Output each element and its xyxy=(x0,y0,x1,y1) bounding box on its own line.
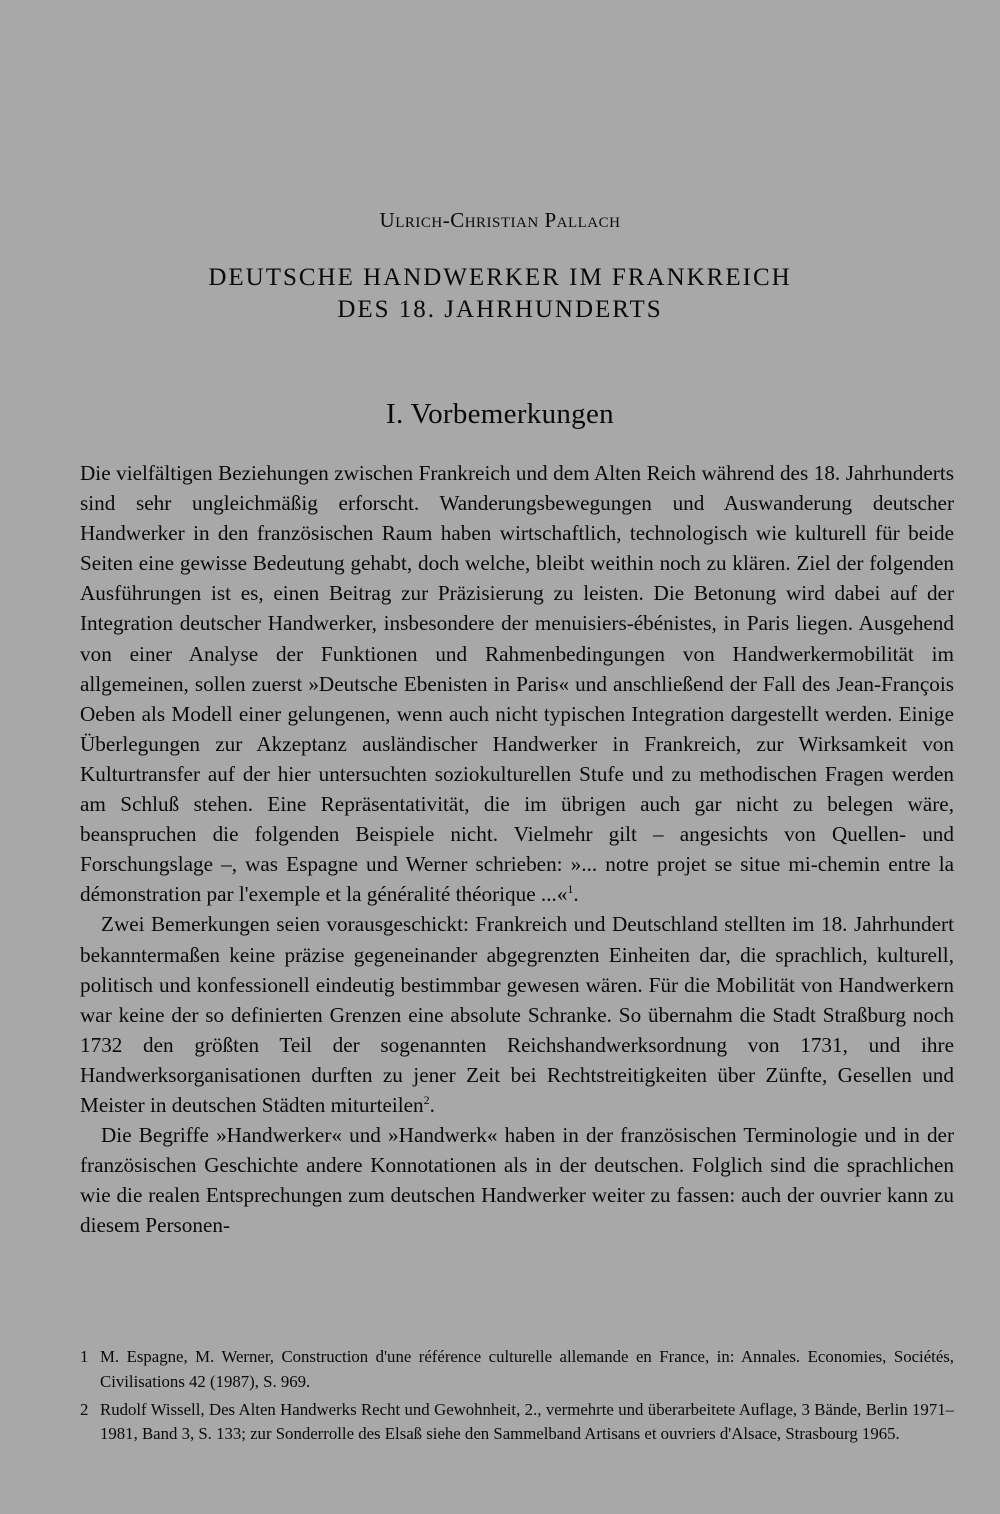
paragraph-1-end: . xyxy=(573,882,579,907)
paragraph-1-text: Die vielfältigen Beziehungen zwischen Frankreich und dem Alten Reich während des 18. Jahrhunderts sind sehr ungleichmäßig erforscht. Wanderungsbewegungen und Auswanderung deutscher Handwerker in den französischen Raum haben wirtschaftlich, technologisch wie kulturell für beide Seiten eine gewisse Bedeutung gehabt, doch welche, bleibt weithin noch zu klären. Ziel der folgenden Ausführungen ist es, einen Beitrag zur Präzisierung zu leisten. Die Betonung wird dabei auf der Integration deutscher Handwerker, insbesondere der menuisiers-ébénistes, in Paris liegen. Ausgehend von einer Analyse der Funktionen und Rahmenbedingungen von Handwerkermobilität im allgemeinen, sollen zuerst »Deutsche Ebenisten in Paris« und anschließend der Fall des Jean-François Oeben als Modell einer gelungenen, wenn auch nicht typischen Integration dargestellt werden. Einige Überlegungen zur Akzeptanz ausländischer Handwerker in Frankreich, zur Wirksamkeit von Kulturtransfer auf der hier untersuchten soziokulturellen Stufe und zu methodischen Fragen werden am Schluß stehen. Eine Repräsentativität, die im übrigen auch gar nicht zu belegen wäre, beanspruchen die folgenden Beispiele nicht. Vielmehr gilt – angesichts von Quellen- und Forschungslage –, was Espagne und Werner schrieben: »... notre projet se situe mi-chemin entre la démonstration par l'exemple et la généralité théorique ...« xyxy=(80,461,954,907)
footnotes xyxy=(80,1345,954,1450)
paragraph-2-end: . xyxy=(429,1092,435,1117)
article-title-line-1: DEUTSCHE HANDWERKER IM FRANKREICH xyxy=(208,264,792,291)
footnote-1 xyxy=(80,1345,954,1395)
author-name: Ulrich-Christian Pallach xyxy=(379,208,621,232)
footnote-1-number: 1 xyxy=(80,1347,89,1366)
footnote-ref-1: 1 xyxy=(567,882,574,897)
section-heading: I. Vorbemerkungen xyxy=(386,398,614,430)
footnote-2 xyxy=(80,1398,954,1448)
footnote-ref-2: 2 xyxy=(423,1092,430,1107)
paragraph-1 xyxy=(80,458,954,909)
paragraph-3-text: Die Begriffe »Handwerker« und »Handwerk« haben in der französischen Terminologie und in der französischen Geschichte andere Konnotationen als in der deutschen. Folglich sind die sprachlichen wie die realen Entsprechungen zum deutschen Handwerker weiter zu fassen: auch der ouvrier kann zu diesem Personen- xyxy=(80,1123,954,1238)
footnote-1-text: M. Espagne, M. Werner, Construction d'une référence culturelle allemande en France, in: Annales. Economies, Sociétés, Civilisations 42 (1987), S. 969. xyxy=(100,1347,954,1391)
paragraph-2 xyxy=(80,909,954,1120)
article-title-line-2: DES 18. JAHRHUNDERTS xyxy=(337,296,663,323)
footnote-2-text: Rudolf Wissell, Des Alten Handwerks Recht und Gewohnheit, 2., vermehrte und überarbeitete Auflage, 3 Bände, Berlin 1971–1981, Band 3, S. 133; zur Sonderrolle des Elsaß siehe den Sammelband Artisans et ouvriers d'Alsace, Strasbourg 1965. xyxy=(100,1399,954,1444)
paragraph-3 xyxy=(80,1120,954,1240)
body-text xyxy=(80,458,954,1240)
footnote-2-number: 2 xyxy=(80,1399,89,1419)
article-title xyxy=(0,262,1000,326)
paragraph-2-text: Zwei Bemerkungen seien vorausgeschickt: Frankreich und Deutschland stellten im 18. Jahrhundert bekanntermaßen keine präzise gegeneinander abgegrenzten Einheiten dar, die sprachlich, kulturell, politisch und konfessionell eindeutig bestimmbar gewesen wären. Für die Mobilität von Handwerkern war keine der so definierten Grenzen eine absolute Schranke. So übernahm die Stadt Straßburg noch 1732 den größten Teil der sogenannten Reichshandwerksordnung von 1731, und ihre Handwerksorganisationen durften zu jener Zeit bei Rechtstreitigkeiten über Zünfte, Gesellen und Meister in deutschen Städten miturteilen xyxy=(80,912,954,1117)
